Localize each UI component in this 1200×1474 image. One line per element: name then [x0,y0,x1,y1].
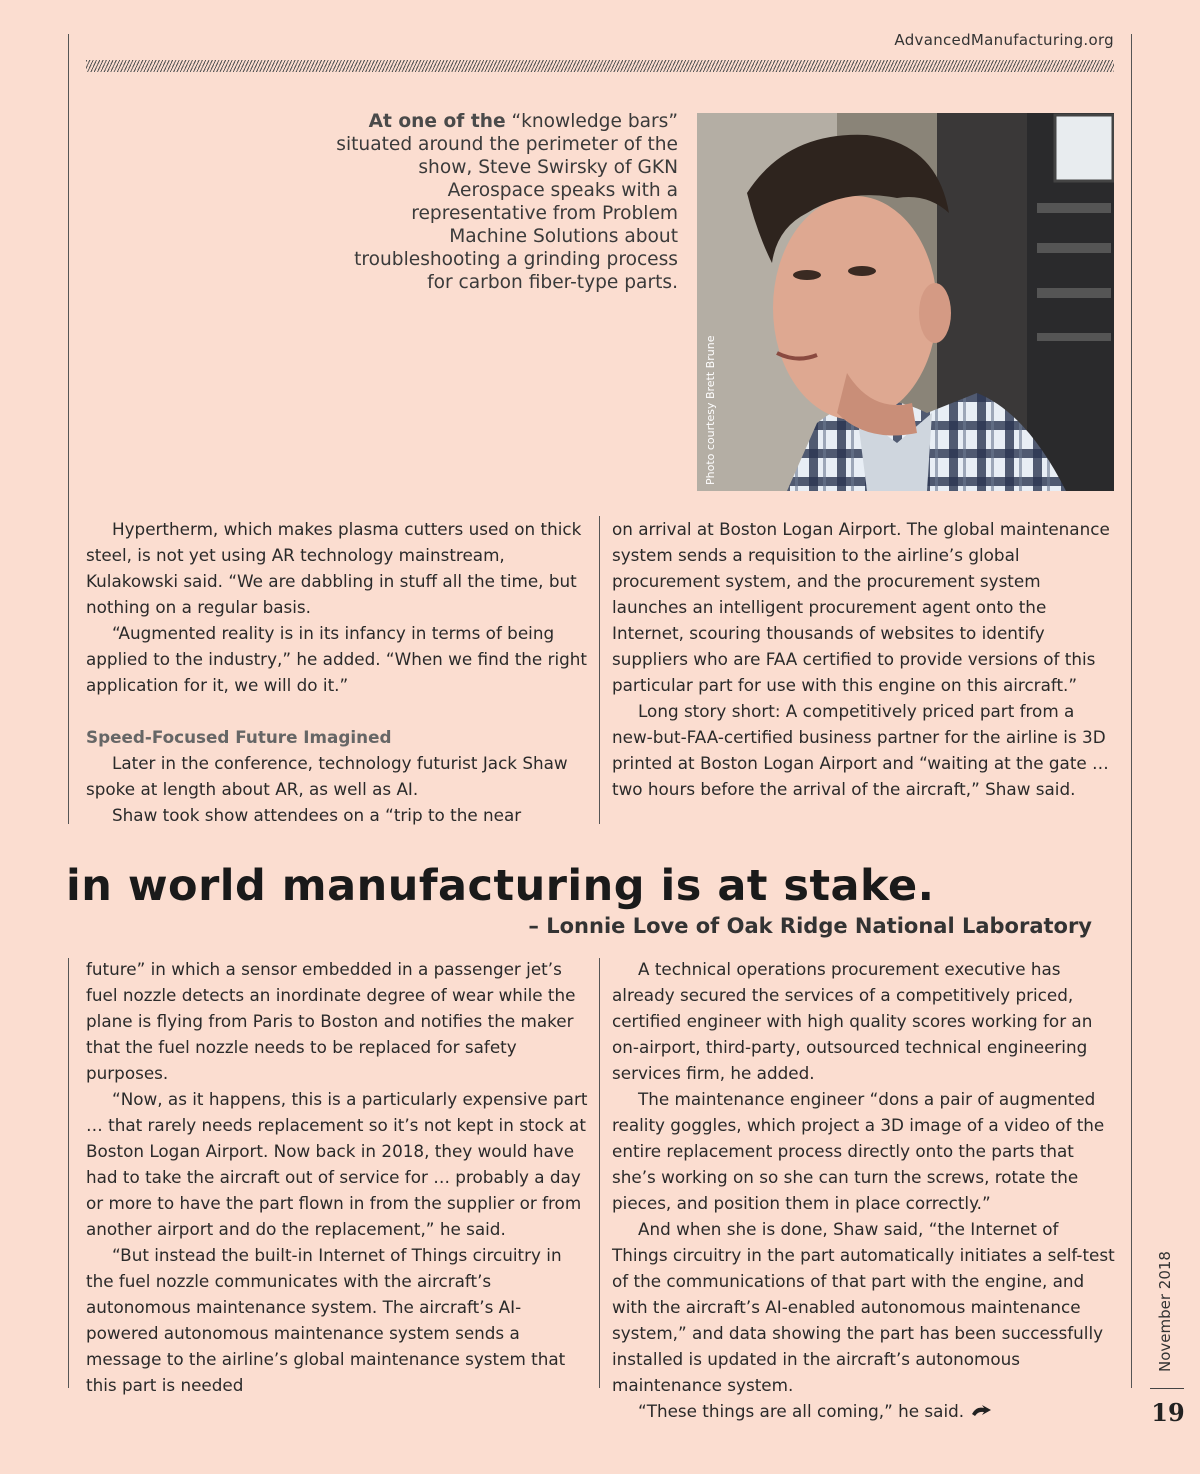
paragraph: “But instead the built-in Internet of Things circuitry in the fuel nozzle communicates with the aircraft’s autonomous maintenance system. The aircraft’s AI-powered autonomous maintenance system sends a message to the airline’s global maintenance system that this part is needed [86,1245,566,1395]
paragraph: The maintenance engineer “dons a pair of augmented reality goggles, which project a 3D image of a video of the entire replacement process directly onto the parts that she’s working on so she can turn the screws, rotate the pieces, and position them in place correctly.” [612,1089,1105,1213]
upper-left-column [86,516,592,828]
caption-lead: At one of the [368,111,506,132]
site-url: AdvancedManufacturing.org [894,31,1114,49]
column-divider-lower [599,958,600,1388]
paragraph: Long story short: A competitively priced part from a new-but-FAA-certified business partner for the airline is 3D printed at Boston Logan Airport and “waiting at the gate … two hours before the arrival of the aircraft,” Shaw said. [612,701,1109,799]
lower-right-column [612,956,1116,1424]
upper-right-column [612,516,1116,802]
header-rule [86,60,1114,72]
paragraph: “Augmented reality is in its infancy in terms of being applied to the industry,” he added. “When we find the right application for it, we will do it.” [86,623,588,695]
left-margin-rule [68,34,69,824]
pull-quote: in world manufacturing is at stake. [66,861,935,911]
photo-caption [330,110,678,294]
paragraph: Later in the conference, technology futurist Jack Shaw spoke at length about AR, as well as AI. [86,753,568,799]
column-divider-upper [599,516,600,824]
caption-text: “knowledge bars” situated around the perimeter of the show, Steve Swirsky of GKN Aerospace speaks with a representative from Problem Machine Solutions about troubleshooting a grinding process for carbon fiber-type parts. [336,111,678,293]
photo [697,113,1114,491]
paragraph-text: “These things are all coming,” he said. [638,1401,965,1421]
paragraph: on arrival at Boston Logan Airport. The global maintenance system sends a requisition to the airline’s global procurement system, and the procurement system launches an intelligent procurement agent onto the Internet, scouring thousands of websites to identify suppliers who are FAA certified to provide versions of this particular part for use with this engine on this aircraft.” [612,519,1110,695]
page-number-rule [1150,1388,1184,1389]
lower-left-column [86,956,592,1398]
paragraph: Shaw took show attendees on a “trip to the near [112,805,522,825]
end-mark-icon [970,1405,992,1419]
paragraph: A technical operations procurement executive has already secured the services of a competitively priced, certified engineer with high quality scores working for an on-airport, third-party, outsourced technical engineering services firm, he added. [612,959,1093,1083]
paragraph: “Now, as it happens, this is a particularly expensive part … that rarely needs replacement so it’s not kept in stock at Boston Logan Airport. Now back in 2018, they would have had to take the aircraft out of service for … probably a day or more to have the part flown in from the supplier or from another airport and do the replacement,” he said. [86,1089,588,1239]
left-margin-rule-lower [68,958,69,1388]
photo-credit-text: Photo courtesy Brett Brune [704,335,717,485]
page-number: 19 [1151,1398,1185,1427]
paragraph-final [612,1398,1116,1424]
paragraph: And when she is done, Shaw said, “the Internet of Things circuitry in the part automatically initiates a self-test of the communications of that part with the engine, and with the aircraft’s AI-enabled autonomous maintenance system,” and data showing the part has been successfully installed is updated in the aircraft’s autonomous maintenance system. [612,1219,1115,1395]
pull-quote-attribution: – Lonnie Love of Oak Ridge National Laboratory [528,914,1092,938]
section-heading: Speed-Focused Future Imagined [86,727,392,747]
right-margin-rule [1131,34,1132,1388]
paragraph: future” in which a sensor embedded in a passenger jet’s fuel nozzle detects an inordinate degree of wear while the plane is flying from Paris to Boston and notifies the maker that the fuel nozzle needs to be replaced for safety purposes. [86,959,576,1083]
issue-date: November 2018 [1156,1251,1174,1372]
photo-credit [697,113,721,491]
paragraph: Hypertherm, which makes plasma cutters used on thick steel, is not yet using AR technology mainstream, Kulakowski said. “We are dabbling in stuff all the time, but nothing on a regular basis. [86,519,582,617]
